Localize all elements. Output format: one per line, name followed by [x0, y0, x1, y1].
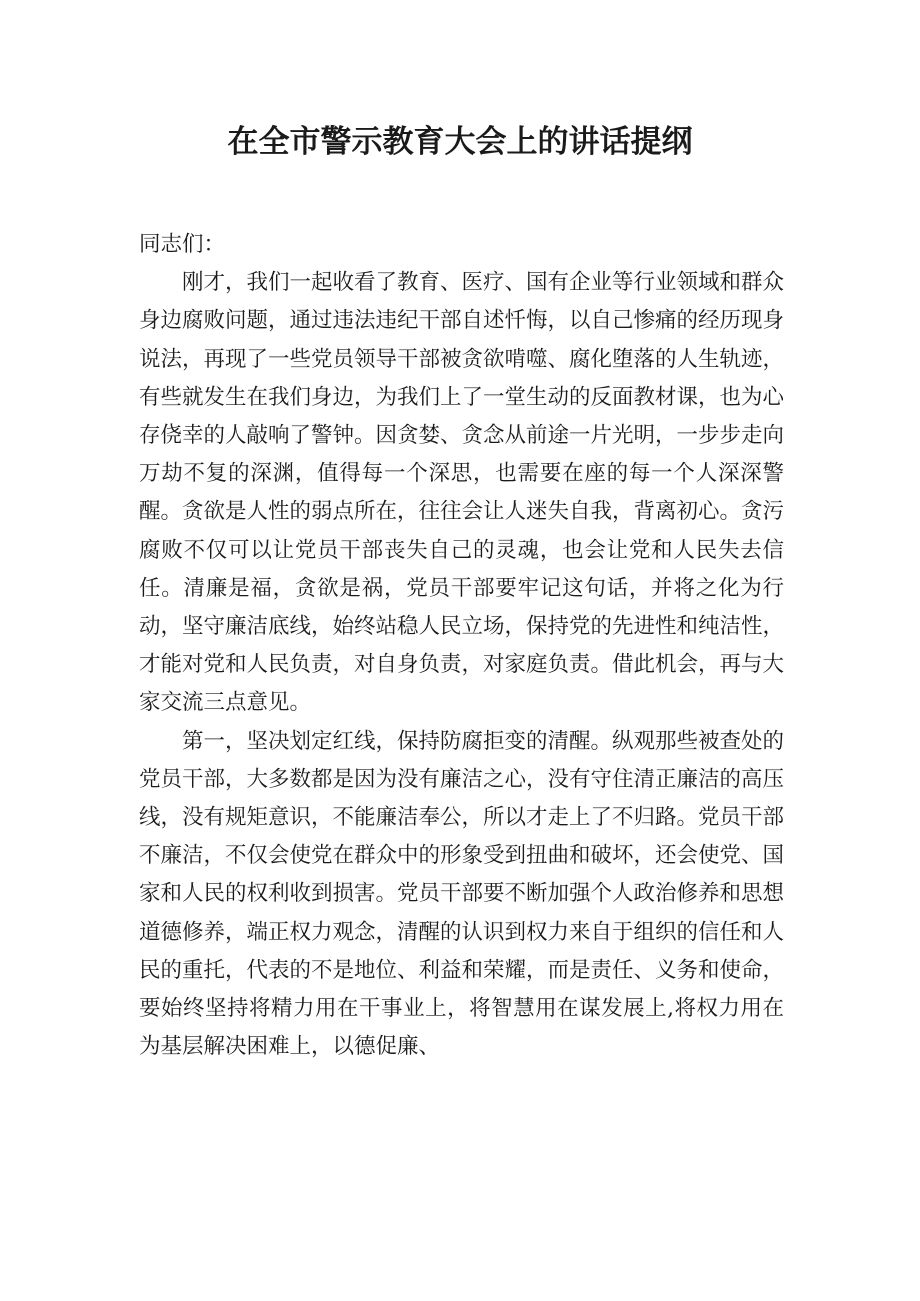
paragraph-first-point: 第一，坚决划定红线，保持防腐拒变的清醒。纵观那些被查处的党员干部，大多数都是因为没有廉洁之心，没有守住清正廉洁的高压线，没有规矩意识，不能廉洁奉公，所以才走上了不归路。党员干部不廉洁，不仅会使党在群众中的形象受到扭曲和破坏，还会使党、国家和人民的权利收到损害。党员干部要不断加强个人政治修养和思想道德修养，端正权力观念，清醒的认识到权力来自于组织的信任和人民的重托，代表的不是地位、利益和荣耀，而是责任、义务和使命，要始终坚持将精力用在干事业上，将智慧用在谋发展上,将权力用在为基层解决困难上，以德促廉、	[139, 728, 785, 1060]
salutation: 同志们：	[139, 232, 226, 257]
document-title: 在全市警示教育大会上的讲话提纲	[227, 124, 693, 160]
document-body	[139, 226, 784, 1066]
paragraph-opening: 刚才，我们一起收看了教育、医疗、国有企业等行业领域和群众身边腐败问题，通过违法违纪干部自述忏悔，以自己惨痛的经历现身说法，再现了一些党员领导干部被贪欲啃噬、腐化堕落的人生轨迹，有些就发生在我们身边，为我们上了一堂生动的反面教材课，也为心存侥幸的人敲响了警钟。因贪婪、贪念从前途一片光明，一步步走向万劫不复的深渊，值得每一个深思，也需要在座的每一个人深深警醒。贪欲是人性的弱点所在，往往会让人迷失自我，背离初心。贪污腐败不仅可以让党员干部丧失自己的灵魂，也会让党和人民失去信任。清廉是福，贪欲是祸，党员干部要牢记这句话，并将之化为行动，坚守廉洁底线，始终站稳人民立场，保持党的先进性和纯洁性，才能对党和人民负责，对自身负责，对家庭负责。借此机会，再与大家交流三点意见。	[139, 270, 785, 716]
